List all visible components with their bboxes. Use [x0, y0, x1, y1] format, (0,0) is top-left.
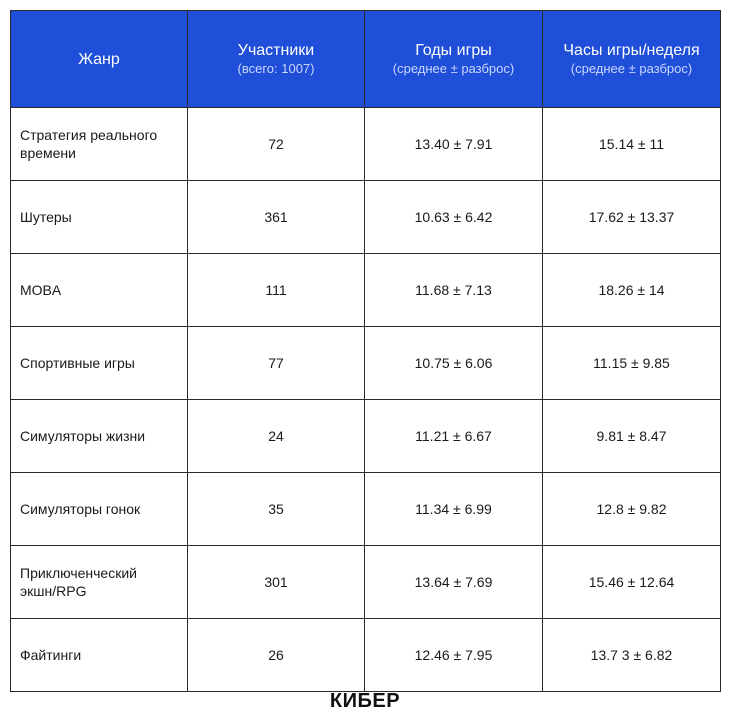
cell-genre: Приключенческий экшн/RPG [11, 546, 188, 619]
genre-stats-table [10, 10, 721, 692]
table-header-row [11, 11, 721, 108]
header-genre [11, 11, 188, 108]
header-hours [543, 11, 721, 108]
table-body [11, 108, 721, 692]
cell-genre: Стратегия реального времени [11, 108, 188, 181]
cell-participants: 361 [188, 181, 365, 254]
cell-years: 11.68 ± 7.13 [365, 254, 543, 327]
cell-years: 11.21 ± 6.67 [365, 400, 543, 473]
cell-hours: 9.81 ± 8.47 [543, 400, 721, 473]
header-years-title: Годы игры [415, 42, 492, 59]
cell-hours: 15.46 ± 12.64 [543, 546, 721, 619]
table-row [11, 400, 721, 473]
cell-genre: Спортивные игры [11, 327, 188, 400]
cell-hours: 15.14 ± 11 [543, 108, 721, 181]
table-row [11, 546, 721, 619]
table-row [11, 619, 721, 692]
cell-hours: 18.26 ± 14 [543, 254, 721, 327]
cell-genre: MOBA [11, 254, 188, 327]
cell-genre: Симуляторы гонок [11, 473, 188, 546]
header-participants [188, 11, 365, 108]
cell-participants: 35 [188, 473, 365, 546]
table-row [11, 327, 721, 400]
table-row [11, 473, 721, 546]
table-row [11, 254, 721, 327]
cell-genre: Шутеры [11, 181, 188, 254]
cell-hours: 11.15 ± 9.85 [543, 327, 721, 400]
header-hours-subtitle: (среднее ± разброс) [570, 61, 693, 76]
cell-genre: Симуляторы жизни [11, 400, 188, 473]
header-years [365, 11, 543, 108]
cell-participants: 77 [188, 327, 365, 400]
cell-participants: 111 [188, 254, 365, 327]
header-participants-title: Участники [237, 42, 315, 59]
table-row [11, 181, 721, 254]
cell-participants: 301 [188, 546, 365, 619]
brand-logo-text: КИБЕР [329, 690, 401, 712]
cell-years: 13.40 ± 7.91 [365, 108, 543, 181]
header-genre-title: Жанр [78, 50, 120, 68]
cell-years: 11.34 ± 6.99 [365, 473, 543, 546]
cell-years: 13.64 ± 7.69 [365, 546, 543, 619]
table-row [11, 108, 721, 181]
cell-hours: 13.7 3 ± 6.82 [543, 619, 721, 692]
header-hours-title: Часы игры/неделя [563, 42, 700, 59]
cell-years: 12.46 ± 7.95 [365, 619, 543, 692]
cell-genre: Файтинги [11, 619, 188, 692]
header-participants-subtitle: (всего: 1007) [237, 61, 315, 76]
cell-hours: 12.8 ± 9.82 [543, 473, 721, 546]
cell-participants: 72 [188, 108, 365, 181]
cell-years: 10.75 ± 6.06 [365, 327, 543, 400]
header-years-subtitle: (среднее ± разброс) [392, 61, 515, 76]
cell-hours: 17.62 ± 13.37 [543, 181, 721, 254]
cell-years: 10.63 ± 6.42 [365, 181, 543, 254]
cell-participants: 26 [188, 619, 365, 692]
cell-participants: 24 [188, 400, 365, 473]
